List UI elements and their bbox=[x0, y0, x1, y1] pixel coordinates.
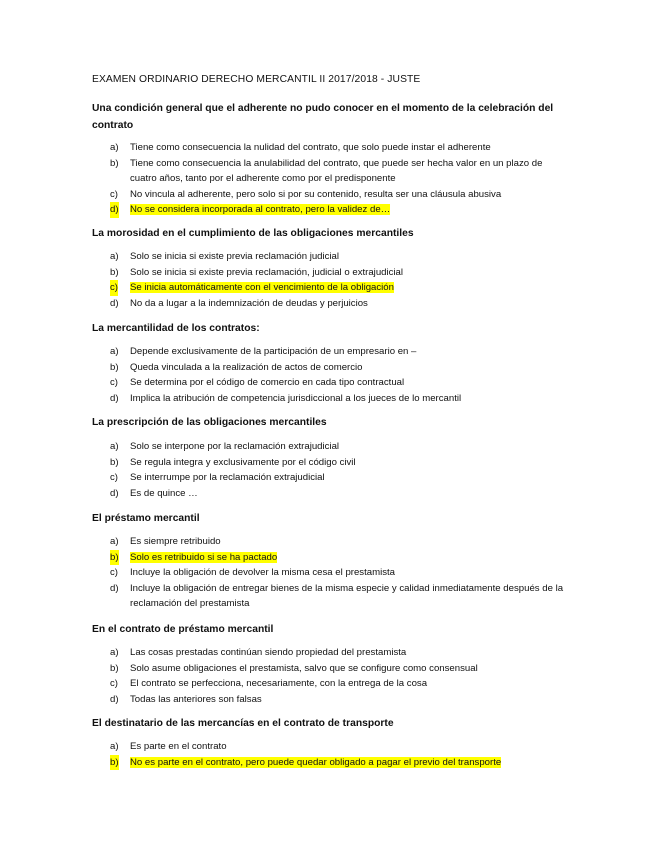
option-letter: b) bbox=[110, 266, 119, 278]
option-text: Solo se inicia si existe previa reclamación judicial bbox=[130, 251, 340, 262]
option-letter: c) bbox=[110, 280, 118, 296]
option-q4-c bbox=[110, 470, 570, 486]
question-2: La morosidad en el cumplimiento de las obligaciones mercantiles bbox=[92, 228, 414, 239]
options-q1 bbox=[110, 140, 570, 218]
option-text: Es siempre retribuido bbox=[130, 536, 221, 547]
option-letter: b) bbox=[110, 361, 119, 373]
option-letter: a) bbox=[110, 346, 119, 357]
option-q1-a bbox=[110, 140, 570, 156]
question-6: En el contrato de préstamo mercantil bbox=[92, 624, 274, 635]
option-letter: a) bbox=[110, 741, 119, 752]
option-q7-a bbox=[110, 739, 570, 755]
option-letter: b) bbox=[110, 755, 119, 771]
option-q5-a bbox=[110, 534, 570, 550]
option-letter: a) bbox=[110, 142, 119, 153]
option-q2-a bbox=[110, 249, 570, 265]
option-q6-b bbox=[110, 661, 570, 677]
option-letter: d) bbox=[110, 693, 119, 705]
option-letter: a) bbox=[110, 441, 119, 452]
option-letter: a) bbox=[110, 251, 119, 262]
question-5: El préstamo mercantil bbox=[92, 513, 200, 524]
option-q4-b bbox=[110, 455, 570, 471]
option-letter: d) bbox=[110, 392, 119, 404]
option-q2-c-highlighted bbox=[110, 280, 570, 296]
option-letter: d) bbox=[110, 487, 119, 499]
option-text: No da a lugar a la indemnización de deudas y perjuicios bbox=[130, 297, 368, 309]
option-text: No vincula al adherente, pero solo si por su contenido, resulta ser una cláusula abusiva bbox=[130, 188, 502, 200]
options-q7 bbox=[110, 739, 570, 770]
option-q3-d bbox=[110, 391, 570, 407]
option-q7-b-highlighted bbox=[110, 755, 570, 771]
option-text: Todas las anteriores son falsas bbox=[130, 693, 262, 705]
option-text: Incluye la obligación de entregar bienes de la misma especie y calidad inmediatamente después de la reclamación del prestamista bbox=[130, 582, 564, 609]
question-1: Una condición general que el adherente no pudo conocer en el momento de la celebración del contrato bbox=[92, 103, 554, 131]
options-q6 bbox=[110, 645, 570, 707]
option-text: Solo se inicia si existe previa reclamación, judicial o extrajudicial bbox=[130, 266, 404, 278]
option-text: Las cosas prestadas continúan siendo propiedad del prestamista bbox=[130, 647, 407, 658]
option-letter: b) bbox=[110, 550, 119, 566]
option-q3-a bbox=[110, 344, 570, 360]
option-text: Queda vinculada a la realización de actos de comercio bbox=[130, 361, 363, 373]
option-text: Solo es retribuido si se ha pactado bbox=[130, 551, 278, 563]
option-text: Se determina por el código de comercio en cada tipo contractual bbox=[130, 377, 405, 388]
option-letter: b) bbox=[110, 157, 119, 169]
option-text: Incluye la obligación de devolver la misma cesa el prestamista bbox=[130, 567, 396, 578]
option-q3-c bbox=[110, 375, 570, 391]
option-letter: c) bbox=[110, 567, 118, 578]
option-text: No es parte en el contrato, pero puede quedar obligado a pagar el previo del transporte bbox=[130, 756, 502, 768]
options-q4 bbox=[110, 439, 570, 501]
question-4: La prescripción de las obligaciones mercantiles bbox=[92, 417, 327, 428]
option-letter: d) bbox=[110, 582, 119, 594]
option-text: Tiene como consecuencia la nulidad del contrato, que solo puede instar el adherente bbox=[130, 142, 491, 153]
option-q3-b bbox=[110, 360, 570, 376]
option-text: No se considera incorporada al contrato, pero la validez de… bbox=[130, 204, 391, 215]
option-letter: c) bbox=[110, 188, 118, 200]
option-text: El contrato se perfecciona, necesariamente, con la entrega de la cosa bbox=[130, 678, 428, 689]
option-text: Se inicia automáticamente con el vencimiento de la obligación bbox=[130, 282, 394, 293]
option-q1-c bbox=[110, 187, 570, 203]
option-q1-b bbox=[110, 156, 570, 187]
option-q5-d bbox=[110, 581, 570, 612]
option-text: Depende exclusivamente de la participación de un empresario en – bbox=[130, 346, 417, 357]
option-letter: d) bbox=[110, 202, 119, 218]
option-text: Se regula integra y exclusivamente por el código civil bbox=[130, 456, 356, 468]
option-letter: b) bbox=[110, 456, 119, 468]
option-q4-a bbox=[110, 439, 570, 455]
question-7: El destinatario de las mercancías en el contrato de transporte bbox=[92, 718, 394, 729]
option-q5-c bbox=[110, 565, 570, 581]
option-text: Se interrumpe por la reclamación extrajudicial bbox=[130, 472, 325, 483]
option-q6-a bbox=[110, 645, 570, 661]
options-q3 bbox=[110, 344, 570, 406]
option-letter: c) bbox=[110, 472, 118, 483]
option-text: Solo asume obligaciones el prestamista, salvo que se configure como consensual bbox=[130, 662, 478, 674]
option-text: Tiene como consecuencia la anulabilidad del contrato, que puede ser hecha valor en un plazo de cuatro años, tanto por el adherente como por el predisponente bbox=[130, 157, 543, 184]
question-3: La mercantilidad de los contratos: bbox=[92, 323, 260, 334]
option-q5-b-highlighted bbox=[110, 550, 570, 566]
document-title: EXAMEN ORDINARIO DERECHO MERCANTIL II 2017/2018 - JUSTE bbox=[92, 74, 421, 85]
option-letter: b) bbox=[110, 662, 119, 674]
option-text: Es parte en el contrato bbox=[130, 741, 227, 752]
option-q4-d bbox=[110, 486, 570, 502]
option-q1-d-highlighted bbox=[110, 202, 570, 218]
option-q2-b bbox=[110, 265, 570, 281]
option-q2-d bbox=[110, 296, 570, 312]
option-letter: c) bbox=[110, 678, 118, 689]
option-letter: d) bbox=[110, 297, 119, 309]
option-letter: c) bbox=[110, 377, 118, 388]
option-letter: a) bbox=[110, 536, 119, 547]
options-q5 bbox=[110, 534, 570, 612]
option-q6-d bbox=[110, 692, 570, 708]
options-q2 bbox=[110, 249, 570, 311]
option-letter: a) bbox=[110, 647, 119, 658]
option-text: Es de quince … bbox=[130, 487, 198, 499]
option-q6-c bbox=[110, 676, 570, 692]
option-text: Solo se interpone por la reclamación extrajudicial bbox=[130, 441, 340, 452]
option-text: Implica la atribución de competencia jurisdiccional a los jueces de lo mercantil bbox=[130, 392, 462, 404]
